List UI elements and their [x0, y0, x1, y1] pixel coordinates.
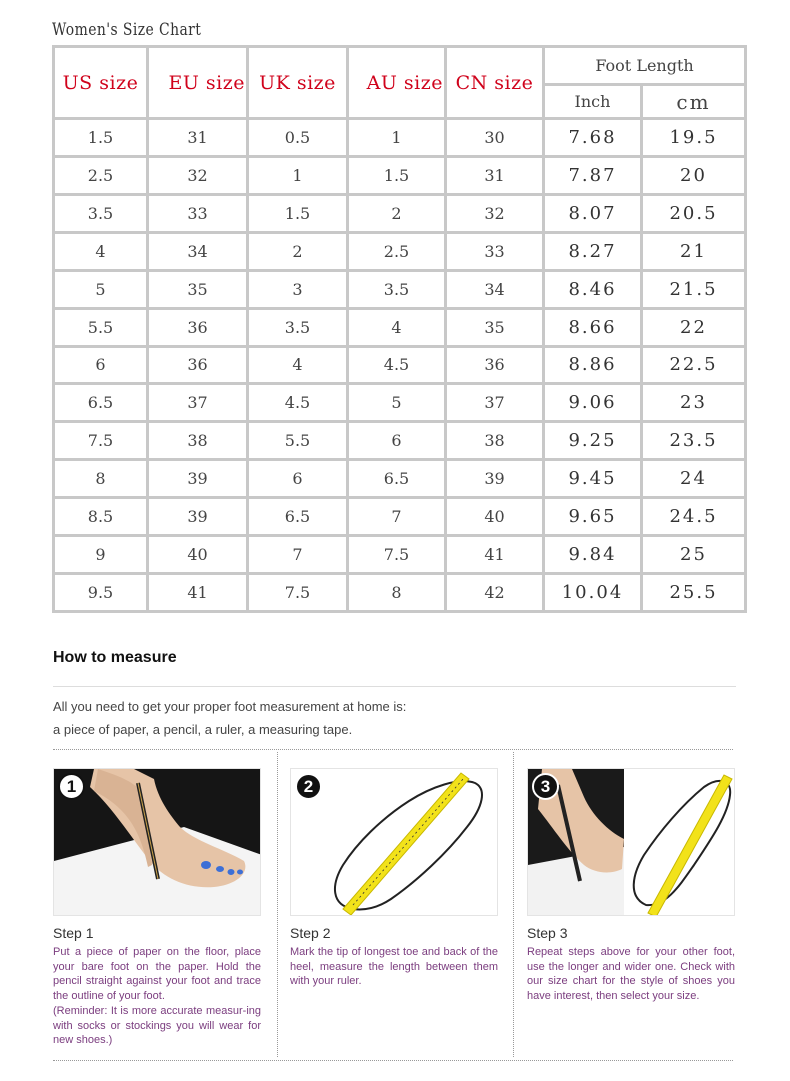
step-3-description: Repeat steps above for your other foot, use the longer and wider one. Check with our size chart for the style of shoes you have interest, then select your size. — [527, 946, 735, 1003]
cell-us-size: 8.5 — [54, 498, 148, 536]
cell-inch: 9.06 — [544, 384, 642, 422]
table-row — [54, 194, 746, 232]
step-2 — [290, 768, 498, 989]
cell-cn-size: 35 — [446, 308, 544, 346]
cell-inch: 7.87 — [544, 156, 642, 194]
cell-inch: 9.65 — [544, 498, 642, 536]
foot-tracing-illustration — [54, 769, 261, 916]
cell-cm: 24 — [642, 460, 746, 498]
cell-cm: 22.5 — [642, 346, 746, 384]
cell-inch: 8.86 — [544, 346, 642, 384]
cell-cn-size: 34 — [446, 270, 544, 308]
cell-us-size: 6.5 — [54, 384, 148, 422]
step-2-photo — [290, 768, 498, 916]
cell-au-size: 7.5 — [348, 536, 446, 574]
cell-cn-size: 39 — [446, 460, 544, 498]
intro-line-1: All you need to get your proper foot measurement at home is: — [53, 699, 407, 714]
cell-cm: 25.5 — [642, 574, 746, 612]
cell-au-size: 4.5 — [348, 346, 446, 384]
second-foot-illustration — [528, 769, 735, 916]
dotted-divider-top — [53, 749, 733, 750]
cell-inch: 10.04 — [544, 574, 642, 612]
header-us-size: US size — [54, 47, 148, 119]
step-3-photo — [527, 768, 735, 916]
cell-au-size: 6.5 — [348, 460, 446, 498]
cell-us-size: 5.5 — [54, 308, 148, 346]
header-foot-length: Foot Length — [544, 47, 746, 85]
size-chart-table — [52, 45, 747, 613]
cell-uk-size: 3.5 — [248, 308, 348, 346]
cell-eu-size: 41 — [148, 574, 248, 612]
cell-au-size: 6 — [348, 422, 446, 460]
step-3-badge: 3 — [532, 773, 559, 800]
table-row — [54, 498, 746, 536]
cell-au-size: 8 — [348, 574, 446, 612]
cell-cn-size: 31 — [446, 156, 544, 194]
dotted-divider-right — [513, 752, 514, 1057]
size-chart-title: Women's Size Chart — [52, 20, 202, 40]
cell-us-size: 4 — [54, 232, 148, 270]
table-row — [54, 422, 746, 460]
step-1 — [53, 768, 261, 1048]
cell-inch: 8.07 — [544, 194, 642, 232]
cell-us-size: 3.5 — [54, 194, 148, 232]
cell-uk-size: 4 — [248, 346, 348, 384]
cell-us-size: 6 — [54, 346, 148, 384]
table-row — [54, 119, 746, 157]
cell-uk-size: 2 — [248, 232, 348, 270]
cell-us-size: 8 — [54, 460, 148, 498]
cell-eu-size: 33 — [148, 194, 248, 232]
header-inch: Inch — [544, 85, 642, 119]
cell-cm: 24.5 — [642, 498, 746, 536]
cell-inch: 8.66 — [544, 308, 642, 346]
cell-uk-size: 4.5 — [248, 384, 348, 422]
cell-inch: 8.46 — [544, 270, 642, 308]
cell-au-size: 2 — [348, 194, 446, 232]
cell-uk-size: 7.5 — [248, 574, 348, 612]
table-row — [54, 156, 746, 194]
cell-au-size: 5 — [348, 384, 446, 422]
cell-uk-size: 7 — [248, 536, 348, 574]
cell-us-size: 7.5 — [54, 422, 148, 460]
cell-inch: 9.45 — [544, 460, 642, 498]
cell-eu-size: 31 — [148, 119, 248, 157]
cell-inch: 9.84 — [544, 536, 642, 574]
cell-us-size: 2.5 — [54, 156, 148, 194]
table-row — [54, 346, 746, 384]
cell-eu-size: 32 — [148, 156, 248, 194]
header-eu-size: EU size — [148, 47, 248, 119]
cell-uk-size: 1 — [248, 156, 348, 194]
step-2-title: Step 2 — [290, 925, 331, 941]
header-au-size: AU size — [348, 47, 446, 119]
cell-uk-size: 0.5 — [248, 119, 348, 157]
cell-cn-size: 40 — [446, 498, 544, 536]
cell-eu-size: 35 — [148, 270, 248, 308]
cell-cm: 22 — [642, 308, 746, 346]
cell-eu-size: 37 — [148, 384, 248, 422]
cell-inch: 8.27 — [544, 232, 642, 270]
cell-eu-size: 34 — [148, 232, 248, 270]
foot-outline-ruler-illustration — [291, 769, 498, 916]
cell-au-size: 1.5 — [348, 156, 446, 194]
step-3 — [527, 768, 735, 1004]
step-1-description: Put a piece of paper on the floor, place your bare foot on the paper. Hold the pencil straight against your foot and trace the outline of your foot. (Reminder: It is more accurate measur-ing with socks or stockings you will wear for new shoes.) — [53, 946, 261, 1047]
cell-cm: 19.5 — [642, 119, 746, 157]
cell-au-size: 7 — [348, 498, 446, 536]
cell-cm: 21.5 — [642, 270, 746, 308]
table-row — [54, 232, 746, 270]
cell-uk-size: 6.5 — [248, 498, 348, 536]
table-row — [54, 384, 746, 422]
cell-us-size: 1.5 — [54, 119, 148, 157]
step-2-description: Mark the tip of longest toe and back of the heel, measure the length between them with your ruler. — [290, 946, 498, 988]
cell-uk-size: 3 — [248, 270, 348, 308]
size-rows — [54, 119, 746, 612]
section-divider — [53, 686, 736, 687]
cell-eu-size: 36 — [148, 308, 248, 346]
step-1-badge: 1 — [58, 773, 85, 800]
cell-cn-size: 41 — [446, 536, 544, 574]
cell-au-size: 3.5 — [348, 270, 446, 308]
intro-line-2: a piece of paper, a pencil, a ruler, a measuring tape. — [53, 722, 353, 737]
cell-cm: 20.5 — [642, 194, 746, 232]
step-3-title: Step 3 — [527, 925, 568, 941]
dotted-divider-bottom — [53, 1060, 733, 1061]
cell-cm: 23.5 — [642, 422, 746, 460]
step-2-badge: 2 — [295, 773, 322, 800]
header-cn-size: CN size — [446, 47, 544, 119]
cell-cn-size: 33 — [446, 232, 544, 270]
cell-au-size: 1 — [348, 119, 446, 157]
table-row — [54, 536, 746, 574]
cell-eu-size: 38 — [148, 422, 248, 460]
cell-cm: 23 — [642, 384, 746, 422]
cell-eu-size: 39 — [148, 460, 248, 498]
table-row — [54, 308, 746, 346]
cell-eu-size: 40 — [148, 536, 248, 574]
step-1-title: Step 1 — [53, 925, 94, 941]
cell-au-size: 2.5 — [348, 232, 446, 270]
table-row — [54, 574, 746, 612]
table-row — [54, 270, 746, 308]
header-uk-size: UK size — [248, 47, 348, 119]
cell-cn-size: 37 — [446, 384, 544, 422]
cell-inch: 7.68 — [544, 119, 642, 157]
cell-eu-size: 39 — [148, 498, 248, 536]
cell-inch: 9.25 — [544, 422, 642, 460]
how-to-measure-title: How to measure — [53, 649, 177, 666]
cell-uk-size: 6 — [248, 460, 348, 498]
cell-cn-size: 32 — [446, 194, 544, 232]
cell-cm: 20 — [642, 156, 746, 194]
cell-uk-size: 1.5 — [248, 194, 348, 232]
cell-eu-size: 36 — [148, 346, 248, 384]
cell-us-size: 9.5 — [54, 574, 148, 612]
cell-cn-size: 42 — [446, 574, 544, 612]
cell-cm: 21 — [642, 232, 746, 270]
cell-cn-size: 30 — [446, 119, 544, 157]
cell-us-size: 9 — [54, 536, 148, 574]
cell-au-size: 4 — [348, 308, 446, 346]
step-1-photo — [53, 768, 261, 916]
cell-uk-size: 5.5 — [248, 422, 348, 460]
cell-cn-size: 38 — [446, 422, 544, 460]
header-cm: cm — [642, 85, 746, 119]
cell-us-size: 5 — [54, 270, 148, 308]
cell-cm: 25 — [642, 536, 746, 574]
cell-cn-size: 36 — [446, 346, 544, 384]
table-row — [54, 460, 746, 498]
dotted-divider-left — [277, 752, 278, 1057]
